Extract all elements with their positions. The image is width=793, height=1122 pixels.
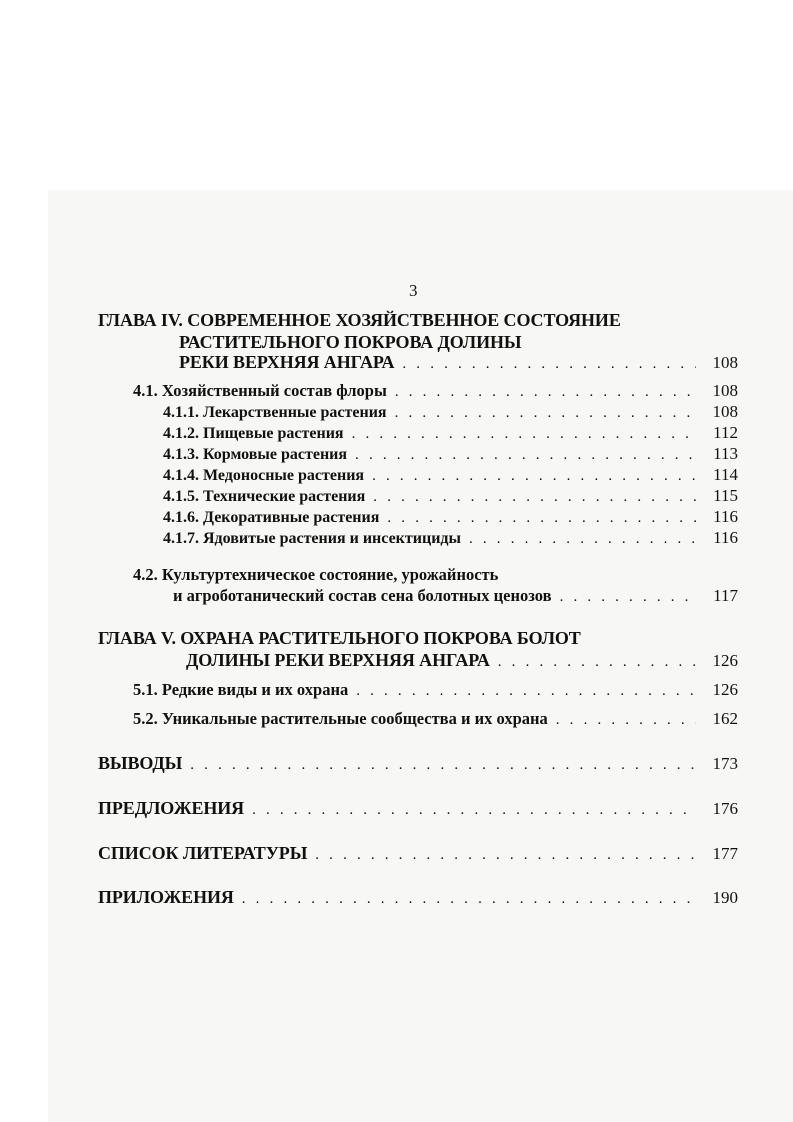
section-label: 4.1. Хозяйственный состав флоры bbox=[133, 381, 387, 400]
page-ref: 126 bbox=[712, 651, 738, 670]
leader-dots bbox=[498, 654, 696, 671]
subsection-label: Декоративные растения bbox=[203, 509, 380, 526]
toc-entry-4-1-4[interactable] bbox=[163, 465, 738, 485]
leader-dots bbox=[556, 712, 696, 729]
backmatter-label: ПРЕДЛОЖЕНИЯ bbox=[98, 798, 245, 818]
toc-entry-4-1[interactable] bbox=[133, 381, 738, 401]
page-ref: 116 bbox=[713, 507, 738, 526]
leader-dots bbox=[402, 356, 696, 373]
page-ref: 108 bbox=[712, 353, 738, 372]
leader-dots bbox=[395, 405, 696, 422]
page-ref: 113 bbox=[713, 444, 738, 463]
toc-entry-4-1-1[interactable] bbox=[163, 402, 738, 422]
section-4-2-line1: 4.2. Культуртехническое состояние, урожайность bbox=[133, 565, 499, 584]
page-ref: 173 bbox=[712, 754, 738, 773]
section-label: 5.1. Редкие виды и их охрана bbox=[133, 680, 349, 699]
leader-dots bbox=[395, 384, 696, 401]
toc-entry-appendices[interactable] bbox=[98, 887, 738, 908]
toc-entry-5-1[interactable] bbox=[133, 680, 738, 700]
chapter4-title-line2: РАСТИТЕЛЬНОГО ПОКРОВА ДОЛИНЫ bbox=[179, 332, 522, 352]
leader-dots bbox=[387, 510, 696, 527]
leader-dots bbox=[560, 589, 696, 606]
toc-entry-4-1-7[interactable] bbox=[163, 528, 738, 548]
subsection-number: 4.1.3. bbox=[163, 446, 199, 463]
section-label: 5.2. Уникальные растительные сообщества и их охрана bbox=[133, 709, 548, 728]
subsection-number: 4.1.5. bbox=[163, 488, 199, 505]
toc-entry-4-1-3[interactable] bbox=[163, 444, 738, 464]
chapter5-title-line2: ДОЛИНЫ РЕКИ ВЕРХНЯЯ АНГАРА bbox=[186, 650, 490, 670]
toc-entry-chapter5[interactable] bbox=[186, 650, 738, 671]
subsection-number: 4.1.6. bbox=[163, 509, 199, 526]
toc-entry-4-2[interactable] bbox=[173, 586, 738, 606]
toc-entry-4-1-2[interactable] bbox=[163, 423, 738, 443]
subsection-number: 4.1.2. bbox=[163, 425, 199, 442]
toc-entry-5-2[interactable] bbox=[133, 709, 738, 729]
backmatter-label: ПРИЛОЖЕНИЯ bbox=[98, 887, 234, 907]
page-ref: 176 bbox=[712, 799, 738, 818]
subsection-number: 4.1.4. bbox=[163, 467, 199, 484]
leader-dots bbox=[356, 683, 696, 700]
leader-dots bbox=[469, 531, 696, 548]
page-ref: 117 bbox=[713, 586, 738, 605]
chapter4-title-line1: ГЛАВА IV. СОВРЕМЕННОЕ ХОЗЯЙСТВЕННОЕ СОСТОЯНИЕ bbox=[98, 310, 621, 330]
backmatter-label: ВЫВОДЫ bbox=[98, 753, 183, 773]
toc-entry-proposals[interactable] bbox=[98, 798, 738, 819]
toc-entry-references[interactable] bbox=[98, 843, 738, 864]
toc-entry-4-1-5[interactable] bbox=[163, 486, 738, 506]
page-ref: 190 bbox=[712, 888, 738, 907]
page-ref: 177 bbox=[712, 844, 738, 863]
page-ref: 126 bbox=[712, 680, 738, 699]
page-ref: 108 bbox=[712, 402, 738, 421]
leader-dots bbox=[315, 847, 696, 864]
subsection-label: Кормовые растения bbox=[203, 446, 348, 463]
toc-entry-4-1-6[interactable] bbox=[163, 507, 738, 527]
section-4-2-line2: и агроботанический состав сена болотных ценозов bbox=[173, 586, 552, 605]
page-ref: 116 bbox=[713, 528, 738, 547]
page-ref: 112 bbox=[713, 423, 738, 442]
chapter5-title-line1: ГЛАВА V. ОХРАНА РАСТИТЕЛЬНОГО ПОКРОВА БОЛОТ bbox=[98, 628, 581, 648]
page-ref: 114 bbox=[713, 465, 738, 484]
subsection-label: Лекарственные растения bbox=[203, 404, 387, 421]
leader-dots bbox=[190, 757, 696, 774]
leader-dots bbox=[373, 489, 696, 506]
subsection-number: 4.1.1. bbox=[163, 404, 199, 421]
subsection-number: 4.1.7. bbox=[163, 530, 199, 547]
leader-dots bbox=[242, 891, 696, 908]
subsection-label: Ядовитые растения и инсектициды bbox=[203, 530, 461, 547]
toc-entry-conclusions[interactable] bbox=[98, 753, 738, 774]
subsection-label: Пищевые растения bbox=[203, 425, 344, 442]
leader-dots bbox=[372, 468, 696, 485]
page-ref: 162 bbox=[712, 709, 738, 728]
toc-entry-chapter4[interactable] bbox=[179, 352, 738, 373]
page-ref: 115 bbox=[713, 486, 738, 505]
leader-dots bbox=[252, 802, 696, 819]
leader-dots bbox=[352, 426, 696, 443]
page-ref: 108 bbox=[712, 381, 738, 400]
chapter4-title-line3: РЕКИ ВЕРХНЯЯ АНГАРА bbox=[179, 352, 395, 372]
subsection-label: Технические растения bbox=[203, 488, 366, 505]
page-number: 3 bbox=[409, 281, 418, 300]
backmatter-label: СПИСОК ЛИТЕРАТУРЫ bbox=[98, 843, 308, 863]
subsection-label: Медоносные растения bbox=[203, 467, 365, 484]
leader-dots bbox=[355, 447, 696, 464]
